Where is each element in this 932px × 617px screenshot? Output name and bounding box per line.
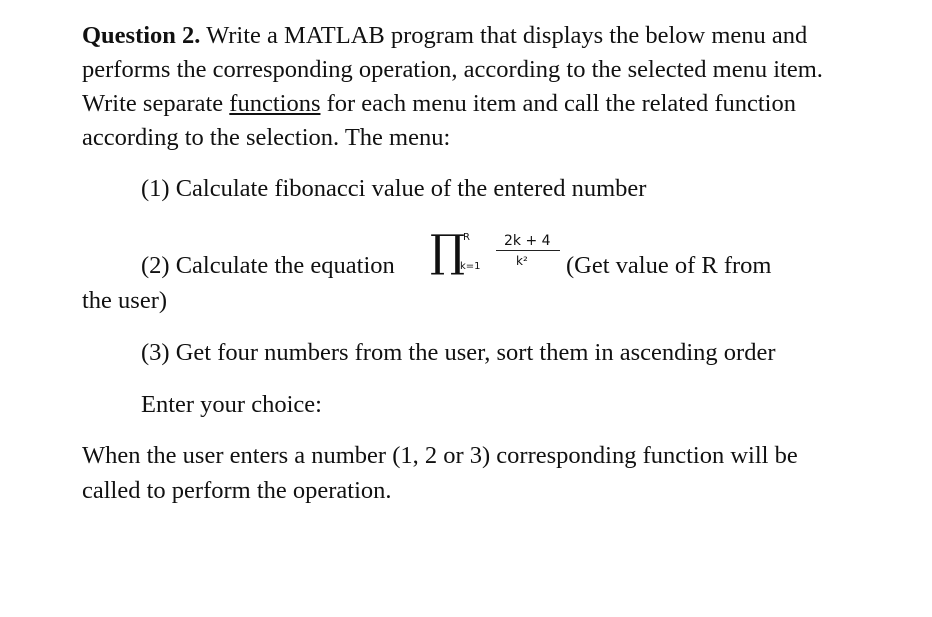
menu-item-3: (3) Get four numbers from the user, sort them in ascending order — [141, 339, 776, 366]
lower-limit: k=1 — [460, 261, 481, 272]
product-symbol: ∏ — [430, 226, 466, 277]
fraction-numerator: 2k + 4 — [504, 233, 551, 249]
menu-item-2-suffix: (Get value of R from — [566, 252, 772, 279]
fraction-denominator: k² — [516, 254, 528, 268]
product-formula — [430, 226, 570, 282]
choice-prompt: Enter your choice: — [141, 391, 322, 418]
question-paragraph — [82, 19, 862, 155]
functions-underlined: functions — [229, 90, 321, 117]
menu-item-1: (1) Calculate fibonacci value of the entered number — [141, 175, 647, 202]
menu-item-2-continued: the user) — [82, 287, 168, 314]
upper-limit: R — [463, 232, 470, 243]
question-text-b: for each menu item and call the related function according to the selection. The menu: — [82, 90, 796, 151]
question-text-a: Write a MATLAB program that displays the below menu and performs the corresponding operation, according to the selected menu item. Write separate — [82, 22, 823, 117]
fraction-bar — [496, 250, 560, 251]
closing-paragraph: When the user enters a number (1, 2 or 3) corresponding function will be called to perform the operation. — [82, 442, 798, 504]
question-label: Question 2. — [82, 22, 201, 49]
menu-item-2: (2) Calculate the equation — [141, 252, 395, 279]
